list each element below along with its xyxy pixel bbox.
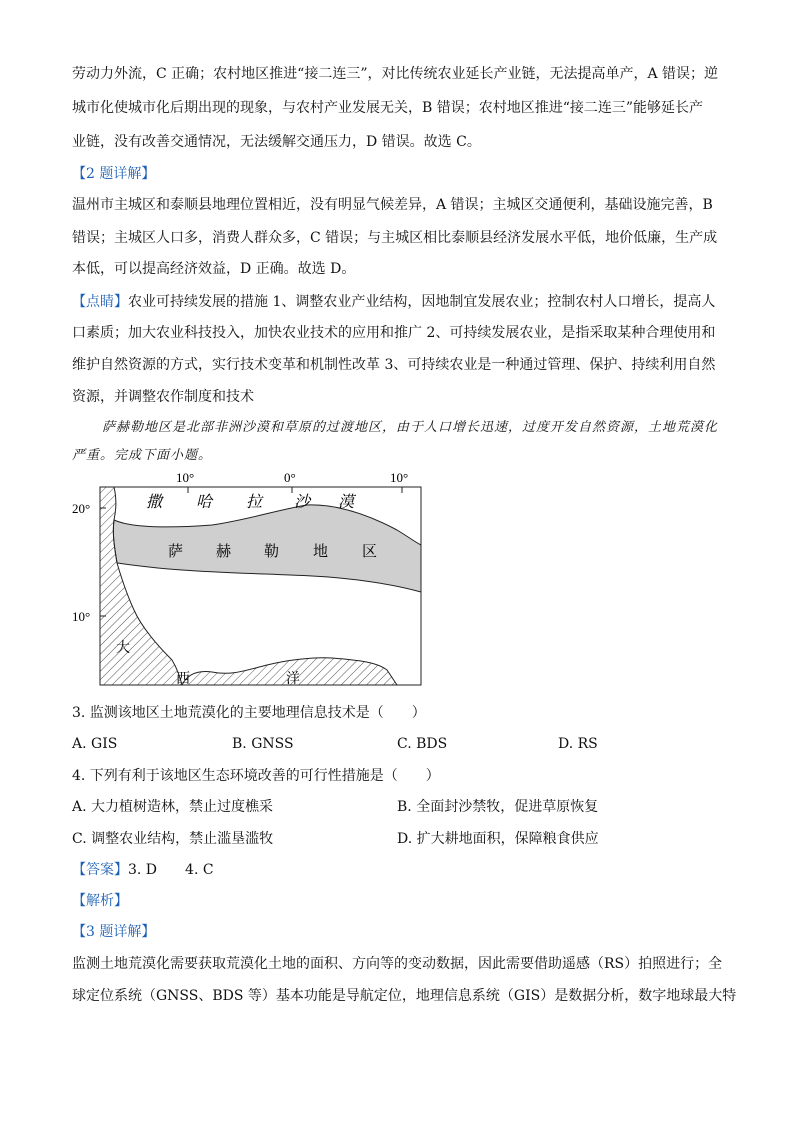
dianjing-line-4: 资源，并调整农作制度和技术 (72, 389, 254, 405)
lon-label-3: 10° (390, 470, 409, 485)
paragraph-2-line-2: 错误；主城区人口多，消费人群众多，C 错误；与主城区相比泰顺县经济发展水平低，地价低廉，生产成 (72, 230, 718, 246)
q3-header: 【3 题详解】 (72, 924, 156, 940)
paragraph-1-line-2: 城市化使城市化后期出现的现象，与农村产业发展无关，B 错误；农村地区推进“接二连三”能够延长产 (72, 100, 704, 116)
sahel-map (72, 470, 432, 690)
dianjing-line-2: 口素质；加大农业科技投入，加快农业技术的应用和推广 2、可持续发展农业，是指采取某种合理使用和 (72, 325, 716, 341)
dianjing-line-3: 维护自然资源的方式，实行技术变革和机制性改革 3、可持续农业是一种通过管理、保护、持续利用自然 (72, 357, 716, 373)
paragraph-2-line-3: 本低，可以提高经济效益，D 正确。故选 D。 (72, 261, 356, 277)
intro-line-2: 严重。完成下面小题。 (72, 448, 213, 463)
paragraph-3-line-1: 监测土地荒漠化需要获取荒漠化土地的面积、方向等的变动数据，因此需要借助遥感（RS）拍照进行；全 (72, 956, 723, 972)
desert-char-1: 撒 (146, 492, 163, 511)
desert-char-2: 哈 (196, 492, 213, 511)
lat-label-1: 20° (72, 501, 91, 516)
intro-line-1: 萨赫勒地区是北部非洲沙漠和草原的过渡地区，由于人口增长迅速，过度开发自然资源，土地荒漠化 (102, 420, 719, 435)
q4-option-c[interactable]: C. 调整农业结构，禁止滥垦滥牧 (72, 831, 274, 847)
q4-stem: 4. 下列有利于该地区生态环境改善的可行性措施是（ ） (72, 768, 440, 784)
q4-option-d[interactable]: D. 扩大耕地面积，保障粮食供应 (397, 831, 599, 847)
q3-option-c[interactable]: C. BDS (397, 736, 448, 752)
paragraph-1-line-1: 劳动力外流，C 正确；农村地区推进“接二连三”，对比传统农业延长产业链，无法提高单产，A 错误；逆 (72, 66, 719, 82)
desert-char-5: 漠 (338, 492, 355, 511)
q3-option-b[interactable]: B. GNSS (232, 736, 294, 752)
paragraph-2-line-1: 温州市主城区和泰顺县地理位置相近，没有明显气候差异，A 错误；主城区交通便利，基础设施完善，B (72, 197, 713, 213)
answer-label: 【答案】 (72, 862, 128, 878)
q3-option-a[interactable]: A. GIS (72, 736, 118, 752)
q4-option-b[interactable]: B. 全面封沙禁牧，促进草原恢复 (397, 799, 599, 815)
answer-value: 3. D 4. C (128, 862, 214, 878)
dianjing-line-1: 【点睛】农业可持续发展的措施 1、调整农业产业结构，因地制宜发展农业；控制农村人口增长，提高人 (72, 294, 716, 310)
desert-char-4: 沙 (294, 492, 311, 511)
q4-option-a[interactable]: A. 大力植树造林，禁止过度樵采 (72, 799, 274, 815)
ocean-char-3: 洋 (286, 671, 300, 687)
lon-label-1: 10° (176, 470, 195, 485)
region-char-1: 萨 (168, 542, 184, 560)
dianjing-label: 【点睛】 (72, 294, 128, 310)
map-svg (72, 470, 432, 690)
region-char-2: 赫 (216, 542, 232, 560)
desert-char-3: 拉 (246, 492, 263, 511)
answer-line (72, 859, 722, 882)
lon-label-2: 0° (284, 470, 296, 485)
region-char-5: 区 (362, 542, 378, 560)
ocean-char-1: 大 (116, 640, 130, 656)
q3-option-d[interactable]: D. RS (558, 736, 598, 752)
lat-label-2: 10° (72, 609, 91, 624)
q3-stem: 3. 监测该地区土地荒漠化的主要地理信息技术是（ ） (72, 705, 426, 721)
analysis-label: 【解析】 (72, 893, 128, 909)
paragraph-3-line-2: 球定位系统（GNSS、BDS 等）基本功能是导航定位，地理信息系统（GIS）是数据分析，数字地球最大特 (72, 988, 737, 1004)
region-char-3: 勒 (264, 542, 280, 560)
q2-header: 【2 题详解】 (72, 166, 156, 182)
paragraph-1-line-3: 业链，没有改善交通情况，无法缓解交通压力，D 错误。故选 C。 (72, 134, 481, 150)
ocean-char-2: 西 (176, 671, 190, 687)
region-char-4: 地 (313, 542, 329, 560)
